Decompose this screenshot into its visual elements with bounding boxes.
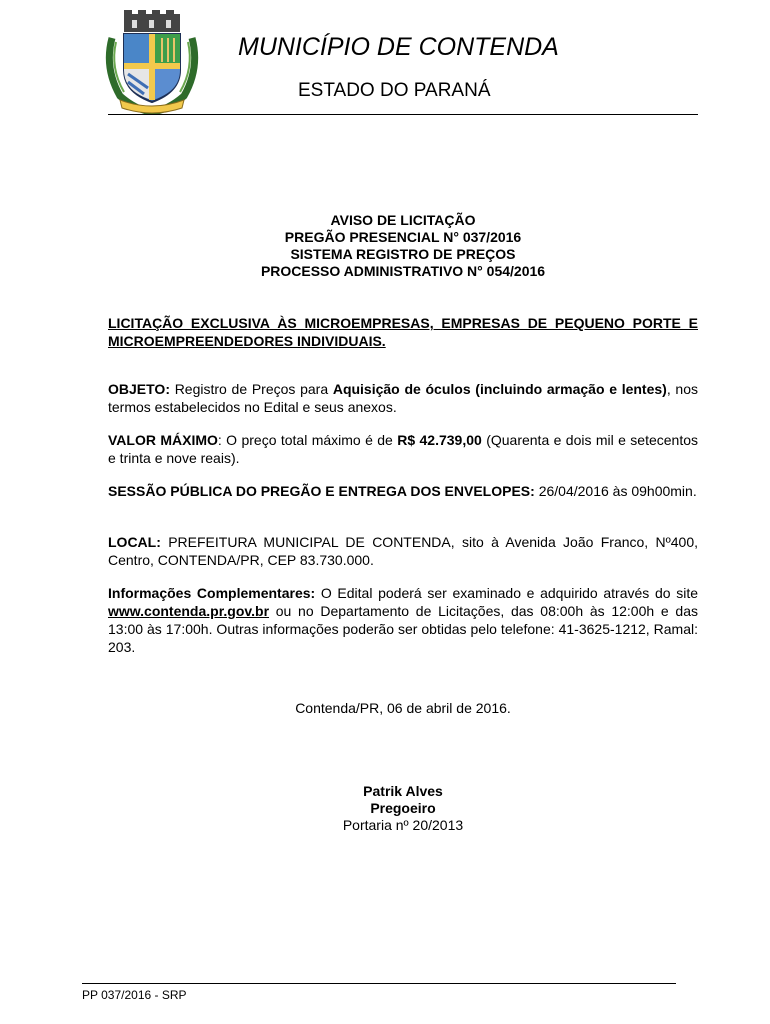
exclusive-notice: LICITAÇÃO EXCLUSIVA ÀS MICROEMPRESAS, EMPRESAS DE PEQUENO PORTE E MICROEMPREENDEDORES INDIVIDUAIS. [108,315,698,349]
municipality-title: MUNICÍPIO DE CONTENDA [238,33,559,61]
notice-title-block [108,212,698,280]
objeto-label: OBJETO: [108,381,170,397]
objeto-bold-text: Aquisição de óculos (incluindo armação e lentes) [332,381,667,397]
local-label: LOCAL: [108,534,161,550]
objeto-text-2: , nos termos estabelecidos no Edital e seus anexos. [108,381,698,415]
valor-amount: R$ 42.739,00 [397,432,482,448]
local-text: PREFEITURA MUNICIPAL DE CONTENDA, sito à Avenida João Franco, Nº400, Centro, CONTENDA/PR, CEP 83.730.000. [108,534,698,568]
valor-text-1: : O preço total máximo é de [217,432,398,448]
info-label: Informações Complementares: [108,585,316,601]
info-text-2: ou no Departamento de Licitações, das 08:00h às 12:00h e das 13:00 às 17:00h. Outras informações poderão ser obtidas pelo telefone: 41-3625-1212, Ramal: 203. [108,603,698,655]
info-text-1: O Edital poderá ser examinado e adquirido através do site [315,585,698,601]
sessao-paragraph [108,482,698,500]
notice-title: AVISO DE LICITAÇÃO [330,212,476,228]
sessao-text: 26/04/2016 às 09h00min. [534,483,697,499]
objeto-text-1: Registro de Preços para [169,381,333,397]
signature-block [108,783,698,834]
footer-reference: PP 037/2016 - SRP [82,988,187,1002]
header-divider [108,114,698,115]
signer-name: Patrik Alves [363,783,443,799]
auction-number: PREGÃO PRESENCIAL N° 037/2016 [284,229,522,245]
footer-divider [82,983,676,984]
valor-label: VALOR MÁXIMO [108,432,218,448]
signer-ordinance: Portaria nº 20/2013 [342,817,464,833]
valor-paragraph [108,431,698,467]
dateline: Contenda/PR, 06 de abril de 2016. [295,700,511,716]
price-registry-system: SISTEMA REGISTRO DE PREÇOS [290,246,516,262]
municipal-coat-of-arms-icon [102,8,202,114]
local-paragraph [108,533,698,569]
sessao-label: SESSÃO PÚBLICA DO PREGÃO E ENTREGA DOS ENVELOPES: [108,483,535,499]
signer-role: Pregoeiro [370,800,436,816]
objeto-paragraph [108,380,698,416]
website-link[interactable]: www.contenda.pr.gov.br [108,603,270,619]
info-paragraph [108,584,698,656]
state-title: ESTADO DO PARANÁ [298,80,491,101]
administrative-process-number: PROCESSO ADMINISTRATIVO N° 054/2016 [260,263,546,279]
valor-text-2: (Quarenta e dois mil e setecentos e trinta e nove reais). [108,432,699,466]
